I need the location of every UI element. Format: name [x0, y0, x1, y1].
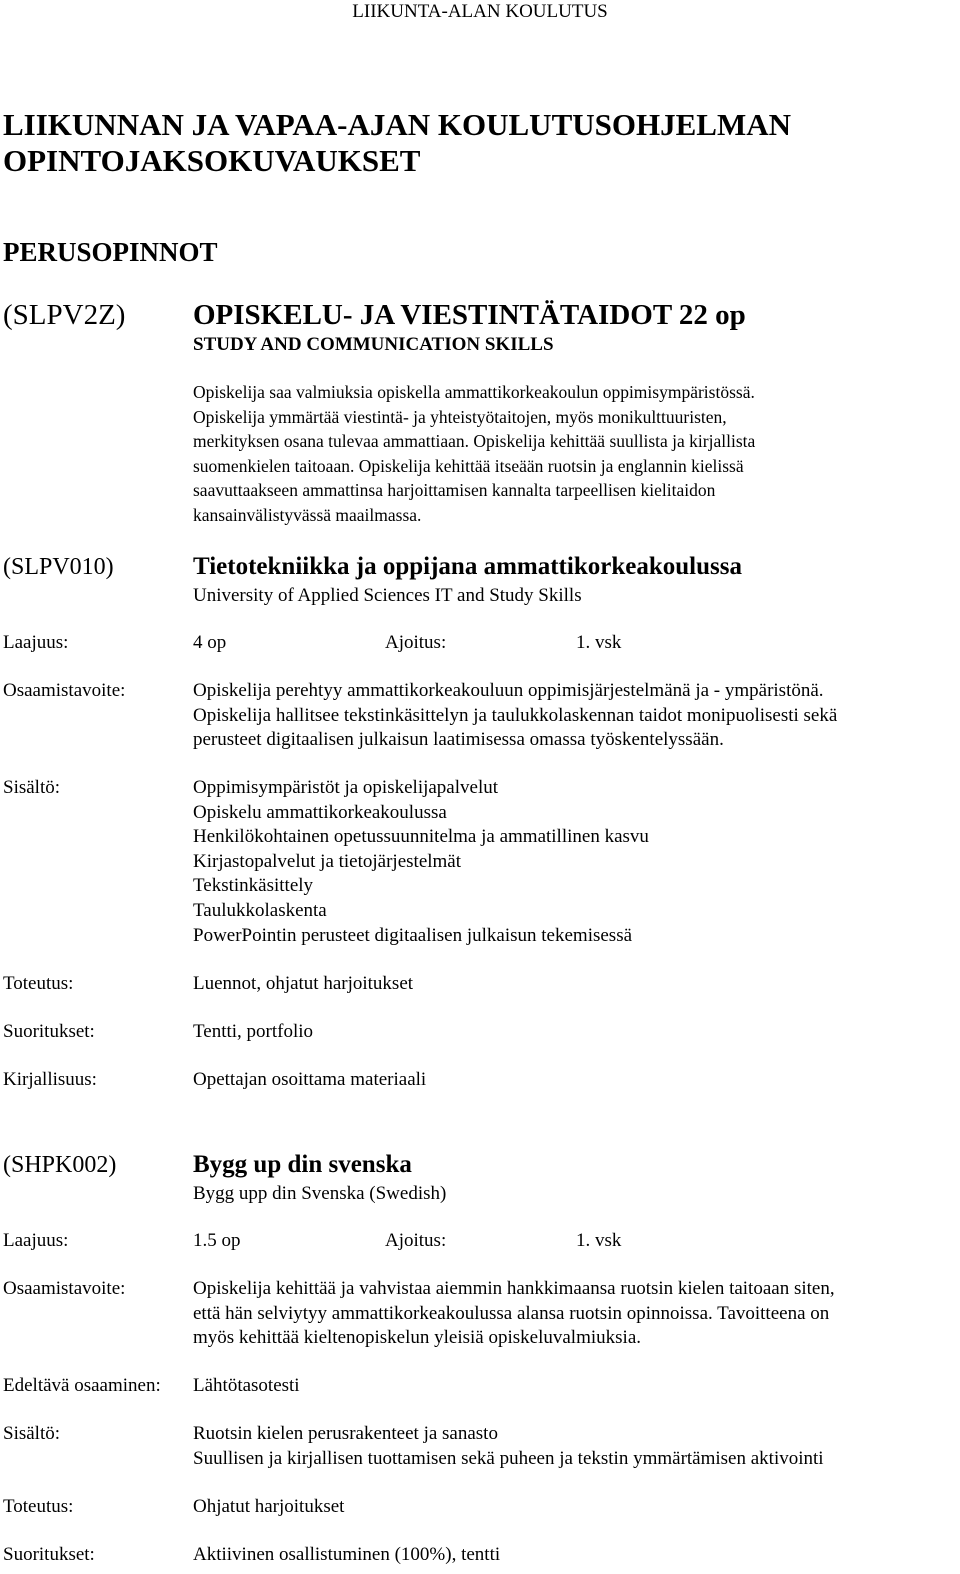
content-item: Henkilökohtainen opetussuunnitelma ja ammatillinen kasvu — [193, 826, 649, 848]
document-header: LIIKUNTA-ALAN KOULUTUS — [352, 1, 608, 22]
content-item: Suullisen ja kirjallisen tuottamisen sekä puheen ja tekstin ymmärtämisen aktivointi — [193, 1447, 824, 1469]
goals-line: Opiskelija kehittää ja vahvistaa aiemmin hankkimaansa ruotsin kielen taitoaan siten, — [193, 1278, 835, 1299]
scope-label: Laajuus: — [3, 1230, 69, 1251]
main-title-line-2: OPINTOJAKSOKUVAUKSET — [3, 143, 421, 178]
completion-label: Suoritukset: — [3, 1021, 95, 1042]
course-code: (SHPK002) — [3, 1152, 117, 1178]
content-item: Opiskelu ammattikorkeakoulussa — [193, 801, 447, 823]
scope-value: 1.5 op — [193, 1230, 241, 1251]
scope-value: 4 op — [193, 632, 227, 653]
main-title-line-1: LIIKUNNAN JA VAPAA-AJAN KOULUTUSOHJELMAN — [3, 107, 791, 142]
module-description — [193, 380, 953, 527]
implementation-label: Toteutus: — [3, 973, 74, 994]
goals-label: Osaamistavoite: — [3, 1278, 126, 1299]
course-title: Bygg up din svenska — [193, 1151, 412, 1178]
goals-line: että hän selviytyy ammattikorkeakoulussa alansa ruotsin opinnoissa. Tavoitteena on — [193, 1302, 830, 1324]
literature-label: Kirjallisuus: — [3, 1069, 97, 1090]
content-item: Taulukkolaskenta — [193, 899, 327, 921]
module-description-line: kansainvälistyvässä maailmassa. — [193, 504, 422, 525]
module-description-line: suomenkielen taitoaan. Opiskelija kehittää itseään ruotsin ja englannin kielissä — [193, 455, 744, 476]
goals-line: Opiskelija hallitsee tekstinkäsittelyn ja taulukkolaskennan taidot monipuolisesti sekä — [193, 704, 838, 726]
implementation-label: Toteutus: — [3, 1496, 74, 1517]
content-item: Tekstinkäsittely — [193, 875, 314, 897]
module-title: OPISKELU- JA VIESTINTÄTAIDOT 22 op — [193, 299, 746, 331]
content-label: Sisältö: — [3, 777, 61, 798]
timing-label: Ajoitus: — [385, 1230, 447, 1251]
content-label: Sisältö: — [3, 1423, 61, 1444]
timing-label: Ajoitus: — [385, 632, 447, 653]
content-list — [193, 1422, 958, 1471]
course-title: Tietotekniikka ja oppijana ammattikorkeakoulussa — [193, 553, 742, 580]
module-description-line: Opiskelija ymmärtää viestintä- ja yhteistyötaitojen, myös monikulttuuristen, — [193, 406, 727, 427]
module-description-line: saavuttaakseen ammattinsa harjoittamisen kannalta tarpeellisen kielitaidon — [193, 480, 716, 500]
prerequisite-label: Edeltävä osaaminen: — [3, 1375, 161, 1396]
implementation-value: Luennot, ohjatut harjoitukset — [193, 973, 414, 994]
scope-label: Laajuus: — [3, 632, 69, 653]
goals-text — [193, 679, 958, 753]
goals-label: Osaamistavoite: — [3, 680, 126, 701]
content-item: Kirjastopalvelut ja tietojärjestelmät — [193, 850, 462, 872]
completion-value: Tentti, portfolio — [193, 1021, 314, 1042]
module-subtitle: STUDY AND COMMUNICATION SKILLS — [193, 334, 554, 355]
course-subtitle: Bygg upp din Svenska (Swedish) — [193, 1183, 447, 1204]
timing-value: 1. vsk — [576, 632, 622, 653]
module-description-line: merkityksen osana tulevaa ammattiaan. Opiskelija kehittää suullista ja kirjallista — [193, 431, 756, 451]
content-item: Oppimisympäristöt ja opiskelijapalvelut — [193, 777, 499, 798]
prerequisite-value: Lähtötasotesti — [193, 1375, 300, 1396]
course-subtitle: University of Applied Sciences IT and Study Skills — [193, 585, 582, 606]
content-item: PowerPointin perusteet digitaalisen julkaisun tekemisessä — [193, 924, 633, 946]
completion-label: Suoritukset: — [3, 1544, 95, 1565]
completion-value: Aktiivinen osallistuminen (100%), tentti — [193, 1544, 501, 1565]
course-code: (SLPV010) — [3, 554, 114, 580]
module-code: (SLPV2Z) — [3, 299, 126, 331]
goals-line: Opiskelija perehtyy ammattikorkeakouluun oppimisjärjestelmänä ja - ympäristönä. — [193, 680, 824, 701]
goals-line: perusteet digitaalisen julkaisun laatimisessa omassa työskentelyssään. — [193, 729, 724, 751]
goals-text — [193, 1277, 958, 1351]
section-title: PERUSOPINNOT — [3, 237, 218, 267]
goals-line: myös kehittää kieltenopiskelun yleisiä opiskeluvalmiuksia. — [193, 1327, 642, 1349]
literature-value: Opettajan osoittama materiaali — [193, 1069, 427, 1090]
implementation-value: Ohjatut harjoitukset — [193, 1496, 345, 1517]
module-description-line: Opiskelija saa valmiuksia opiskella ammattikorkeakoulun oppimisympäristössä. — [193, 382, 755, 402]
content-item: Ruotsin kielen perusrakenteet ja sanasto — [193, 1423, 498, 1444]
timing-value: 1. vsk — [576, 1230, 622, 1251]
content-list — [193, 776, 958, 948]
